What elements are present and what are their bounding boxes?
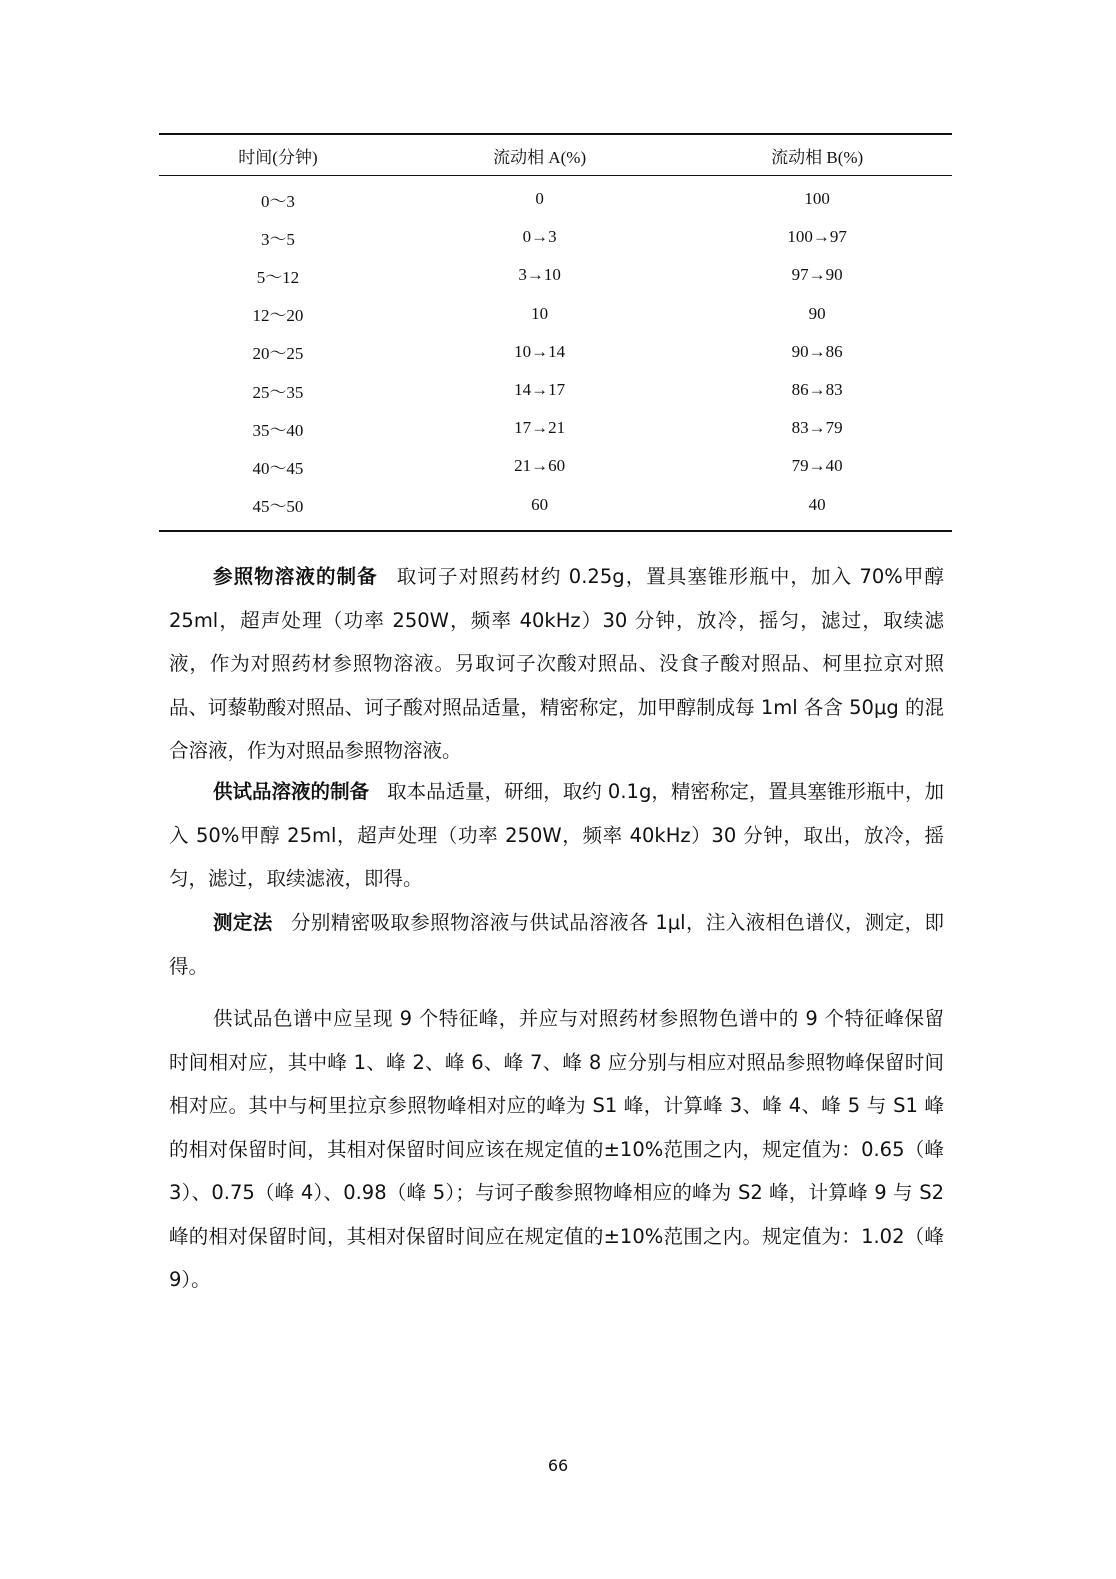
cell-time: 20～25 — [252, 344, 304, 364]
table-row — [159, 295, 952, 333]
method-heading: 测定法 — [213, 911, 273, 934]
header-mobile-phase-b: 流动相 B(%) — [682, 134, 952, 176]
method-text: 分别精密吸取参照物溶液与供试品溶液各 1μl，注入液相色谱仪，测定，即得。 — [169, 911, 944, 978]
method-paragraph — [169, 901, 944, 988]
table-row — [159, 176, 952, 219]
result-section — [169, 997, 944, 1302]
cell-time: 35～40 — [252, 420, 304, 440]
cell-phase-b: 86→83 — [791, 380, 843, 400]
method-section — [169, 901, 944, 988]
cell-phase-b: 100 — [804, 189, 830, 209]
reference-solution-text: 取诃子对照药材约 0.25g，置具塞锥形瓶中，加入 70%甲醇 25ml，超声处理（功率 250W，频率 40kHz）30 分钟，放冷，摇匀，滤过，取续滤液，作为对照药材参照物溶液。另取诃子次酸对照品、没食子酸对照品、柯里拉京对照品、诃藜勒酸对照品、诃子酸对照品适量，精密称定，加甲醇制成每 1ml 各含 50μg 的混合溶液，作为对照品参照物溶液。 — [169, 565, 944, 762]
table-row — [159, 486, 952, 531]
cell-phase-a: 0 — [535, 189, 544, 209]
cell-time: 3～5 — [260, 229, 295, 249]
cell-phase-b: 40 — [808, 494, 826, 514]
table-row — [159, 409, 952, 447]
cell-time: 45～50 — [252, 497, 304, 517]
gradient-table — [159, 133, 952, 532]
cell-phase-a: 60 — [531, 494, 549, 514]
sample-solution-paragraph — [169, 770, 944, 901]
header-mobile-phase-a: 流动相 A(%) — [397, 134, 682, 176]
cell-time: 12～20 — [252, 306, 304, 326]
cell-time: 0～3 — [260, 191, 295, 211]
table-row — [159, 256, 952, 294]
cell-phase-a: 14→17 — [514, 380, 566, 400]
cell-phase-b: 100→97 — [787, 227, 847, 247]
sample-solution-text: 取本品适量，研细，取约 0.1g，精密称定，置具塞锥形瓶中，加入 50%甲醇 25ml，超声处理（功率 250W，频率 40kHz）30 分钟，取出，放冷，摇匀，滤过，取续滤液，即得。 — [169, 780, 944, 890]
table-row — [159, 333, 952, 371]
result-paragraph: 供试品色谱中应呈现 9 个特征峰，并应与对照药材参照物色谱中的 9 个特征峰保留时间相对应，其中峰 1、峰 2、峰 6、峰 7、峰 8 应分别与相应对照品参照物峰保留时间相对应。其中与柯里拉京参照物峰相对应的峰为 S1 峰，计算峰 3、峰 4、峰 5 与 S1 峰的相对保留时间，其相对保留时间应该在规定值的±10%范围之内，规定值为：0.65（峰 3）、0.75（峰 4）、0.98（峰 5）；与诃子酸参照物峰相应的峰为 S2 峰，计算峰 9 与 S2 峰的相对保留时间，其相对保留时间应在规定值的±10%范围之内。规定值为：1.02（峰 9）。 — [169, 1007, 944, 1291]
table-row — [159, 447, 952, 485]
reference-solution-paragraph — [169, 555, 944, 773]
page-number: 66 — [547, 1456, 569, 1475]
cell-phase-a: 10→14 — [514, 341, 566, 361]
cell-time: 40～45 — [252, 458, 304, 478]
header-time: 时间(分钟) — [159, 134, 397, 176]
cell-phase-b: 90 — [808, 303, 826, 323]
cell-phase-b: 83→79 — [791, 418, 843, 438]
table-header-row — [159, 134, 952, 176]
sample-solution-section — [169, 770, 944, 901]
table-row — [159, 371, 952, 409]
reference-solution-heading: 参照物溶液的制备 — [213, 565, 378, 588]
cell-phase-a: 21→60 — [514, 456, 566, 476]
cell-time: 25～35 — [252, 382, 304, 402]
table-row — [159, 218, 952, 256]
cell-phase-a: 10 — [531, 303, 549, 323]
cell-phase-a: 3→10 — [518, 265, 561, 285]
cell-phase-a: 17→21 — [514, 418, 566, 438]
sample-solution-heading: 供试品溶液的制备 — [213, 780, 370, 803]
reference-solution-section — [169, 555, 944, 773]
cell-time: 5～12 — [256, 267, 300, 287]
cell-phase-b: 97→90 — [791, 265, 843, 285]
cell-phase-b: 79→40 — [791, 456, 843, 476]
cell-phase-b: 90→86 — [791, 341, 843, 361]
cell-phase-a: 0→3 — [522, 227, 557, 247]
